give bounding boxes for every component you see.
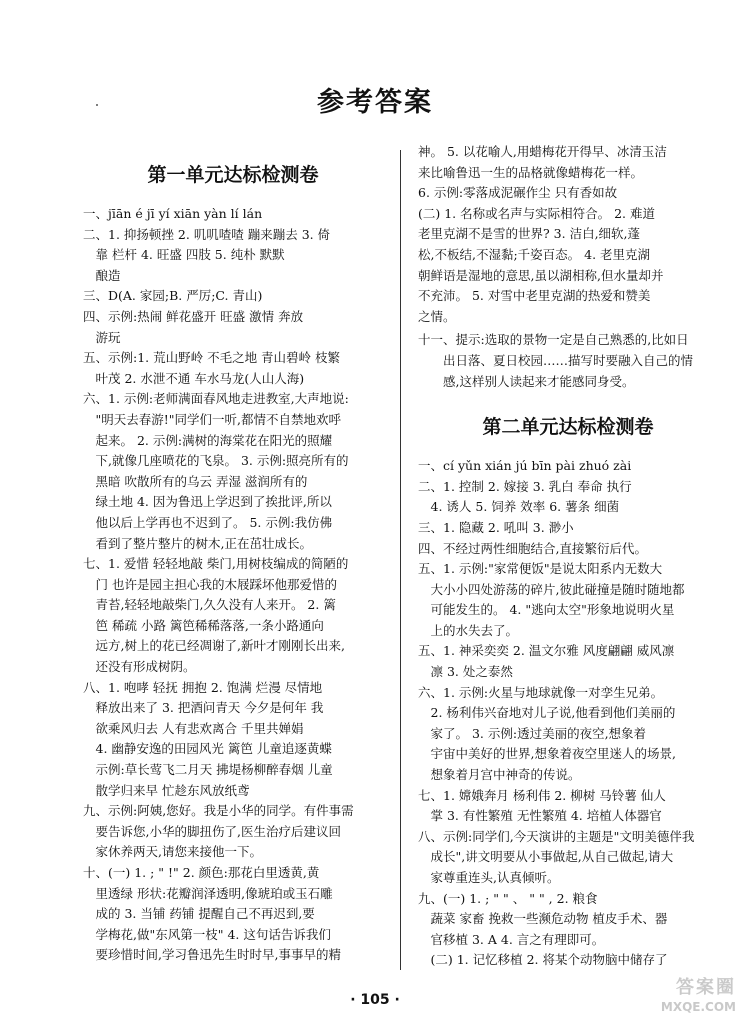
answer-line: 一、cí yǔn xián jú bīn pài zhuó zài xyxy=(418,458,632,474)
answer-line: 门 也许是园主担心我的木屐踩坏他那爱惜的 xyxy=(83,576,337,592)
answer-line: 靠 栏杆 4. 旺盛 四肢 5. 纯朴 默默 xyxy=(83,247,285,263)
answer-line: 八、1. 咆哮 轻抚 拥抱 2. 饱满 烂漫 尽情地 xyxy=(83,679,323,695)
answer-line: 一、jīān é jī yí xiān yàn lí lán xyxy=(83,206,263,221)
answer-line: 四、不经过两性细胞结合,直接繁衍后代。 xyxy=(418,540,647,556)
page-title: 参考答案 xyxy=(317,87,433,118)
answer-line: 之情。 xyxy=(418,308,456,324)
left-answer-lines xyxy=(83,204,383,966)
section-title-unit-1: 第一单元达标检测卷 xyxy=(147,164,319,186)
answer-line: 三、D(A. 家园;B. 严厉;C. 青山) xyxy=(83,288,263,304)
answer-line: 要告诉您,小华的脚扭伤了,医生治疗后建议回 xyxy=(83,823,341,839)
answer-line: (二) 1. 记忆移植 2. 将某个动物脑中储存了 xyxy=(418,952,668,968)
answer-line: 家休养两天,请您来接他一下。 xyxy=(83,844,262,860)
answer-line: 欲乘风归去 人有悲欢离合 千里共婵娟 xyxy=(83,720,304,736)
answer-line: 散学归来早 忙趁东风放纸鸢 xyxy=(83,782,250,798)
answer-line: 绿土地 4. 因为鲁迅上学迟到了挨批评,所以 xyxy=(83,494,332,510)
answer-line: 九、示例:阿姨,您好。我是小华的同学。有件事需 xyxy=(83,803,354,819)
answer-line: 神。 5. 以花喻人,用蜡梅花开得早、冰清玉洁 xyxy=(418,144,667,159)
answer-line: 二、1. 抑扬顿挫 2. 叽叽喳喳 蹦来蹦去 3. 倚 xyxy=(83,226,331,242)
answer-line: 起来。 2. 示例:满树的海棠花在阳光的照耀 xyxy=(83,432,333,448)
answer-line: 2. 杨利伟兴奋地对儿子说,他看到他们美丽的 xyxy=(418,705,676,721)
answer-line: 四、示例:热闹 鲜花盛开 旺盛 激情 奔放 xyxy=(83,308,304,324)
answer-line: 远方,树上的花已经凋谢了,新叶才刚刚长出来, xyxy=(83,638,345,654)
answer-line: 三、1. 隐藏 2. 吼叫 3. 渺小 xyxy=(418,519,574,535)
answer-line: 笆 稀疏 小路 篱笆稀稀落落,一条小路通向 xyxy=(83,617,324,633)
answer-line: 要珍惜时间,学习鲁迅先生时时早,事事早的精 xyxy=(83,947,341,963)
answer-line: 凛 3. 处之泰然 xyxy=(418,664,513,680)
answer-line: 释放出来了 3. 把酒问青天 今夕是何年 我 xyxy=(83,700,324,716)
answer-line: 感,这样别人读起来才能感同身受。 xyxy=(418,373,635,389)
answer-line: 下,就像几座喷花的飞泉。 3. 示例:照亮所有的 xyxy=(83,453,349,469)
answer-line: 蔬菜 家畜 挽救一些濒危动物 植皮手术、器 xyxy=(418,911,668,927)
item-11-lines xyxy=(418,330,718,392)
right-column xyxy=(418,142,718,971)
answer-line: 家尊重连头,认真倾听。 xyxy=(418,870,560,885)
answer-line: 大小小四处游荡的碎片,彼此碰撞是随时随地都 xyxy=(418,581,685,597)
answer-line: 4. 诱人 5. 饲养 效率 6. 薯条 细菌 xyxy=(418,499,620,515)
left-column xyxy=(83,142,383,966)
answer-line: 五、1. 示例:"家常便饭"是说太阳系内无数大 xyxy=(418,561,663,577)
right-continued-lines xyxy=(418,142,718,327)
answer-line: 五、示例:1. 荒山野岭 不毛之地 青山碧岭 枝繁 xyxy=(83,350,341,366)
answer-line: 4. 幽静安逸的田园风光 篱笆 儿童追逐黄蝶 xyxy=(83,741,332,757)
answer-line: 6. 示例:零落成泥碾作尘 只有香如故 xyxy=(418,185,618,201)
right-answer-lines xyxy=(418,456,718,971)
answer-line: 朝鲜语是湿地的意思,虽以湖相称,但水量却并 xyxy=(418,267,664,283)
section-title-unit-2: 第二单元达标检测卷 xyxy=(482,416,654,439)
answer-line: 上的水失去了。 xyxy=(418,622,519,638)
answer-line: 看到了整片整片的树木,正在茁壮成长。 xyxy=(83,535,312,551)
answer-line: 七、1. 嫦娥奔月 杨利伟 2. 柳树 马铃薯 仙人 xyxy=(418,787,666,803)
answer-line: "明天去春游!"同学们一听,都情不自禁地欢呼 xyxy=(83,411,341,427)
column-divider xyxy=(400,150,401,970)
answer-line: 里透绿 形状:花瓣润泽透明,像琥珀或玉石雕 xyxy=(83,885,333,901)
answer-line: 来比喻鲁迅一生的品格就像蜡梅花一样。 xyxy=(418,164,644,180)
answer-line: 六、1. 示例:火星与地球就像一对孪生兄弟。 xyxy=(418,684,664,700)
answer-line: 酿造 xyxy=(83,267,121,283)
answer-line: 出日落、夏日校园……描写时要融入自己的情 xyxy=(418,352,694,368)
answer-line: 叶茂 2. 水泄不通 车水马龙(人山人海) xyxy=(83,370,305,386)
answer-line: 六、1. 示例:老师满面春风地走进教室,大声地说: xyxy=(83,391,349,407)
answer-line: 五、1. 神采奕奕 2. 温文尔雅 风度翩翩 威风凛 xyxy=(418,643,675,659)
answer-line: 官移植 3. A 4. 言之有理即可。 xyxy=(418,931,605,947)
answer-line: 松,不板结,不湿黏;千姿百态。 4. 老里克湖 xyxy=(418,246,651,262)
answer-line: 八、示例:同学们,今天演讲的主题是"文明美德伴我 xyxy=(418,828,695,844)
answer-line: 可能发生的。 4. "逃向太空"形象地说明火星 xyxy=(418,602,675,618)
answer-line: 成的 3. 当铺 药铺 提醒自己不再迟到,要 xyxy=(83,906,315,922)
answer-line: 九、(一) 1. ; " " 、 " " , 2. 粮食 xyxy=(418,890,598,906)
answer-line: 还没有形成树阴。 xyxy=(83,659,196,675)
answer-line: 青苔,轻轻地敲柴门,久久没有人来开。 2. 篱 xyxy=(83,597,336,613)
answer-line: 老里克湖不是雪的世界? 3. 洁白,细软,蓬 xyxy=(418,226,641,242)
answer-line: 游玩 xyxy=(83,329,121,345)
answer-line: 二、1. 控制 2. 嫁接 3. 乳白 奉命 执行 xyxy=(418,478,632,494)
answer-line: 示例:草长莺飞二月天 拂堤杨柳醉春烟 儿童 xyxy=(83,762,333,778)
answer-line: 学梅花,做"东风第一枝" 4. 这句话告诉我们 xyxy=(83,926,331,942)
answer-line: 宇宙中美好的世界,想象着夜空里迷人的场景, xyxy=(418,746,676,762)
answer-line: (二) 1. 名称或名声与实际相符合。 2. 难道 xyxy=(418,205,656,221)
answer-line: 家了。 3. 示例:透过美丽的夜空,想象着 xyxy=(418,725,647,741)
page-number: · 105 · xyxy=(350,992,400,1008)
answer-line: 不充沛。 5. 对雪中老里克湖的热爱和赞美 xyxy=(418,288,651,304)
answer-line: 七、1. 爱惜 轻轻地敲 柴门,用树枝编成的简陋的 xyxy=(83,556,349,572)
answer-line: 掌 3. 有性繁殖 无性繁殖 4. 培植人体器官 xyxy=(418,808,662,824)
answer-line: 成长",讲文明要从小事做起,从自己做起,请大 xyxy=(418,849,674,865)
answer-line: 十一、提示:选取的景物一定是自己熟悉的,比如日 xyxy=(418,332,689,348)
answer-line: 黑暗 吹散所有的乌云 弄湿 滋润所有的 xyxy=(83,473,308,489)
answer-line: 他以后上学再也不迟到了。 5. 示例:我仿佛 xyxy=(83,514,333,530)
answer-line: 十、(一) 1. ; " !" 2. 颜色:那花白里透黄,黄 xyxy=(83,865,320,880)
watermark-logo: 答案圈 MXQE.COM xyxy=(660,977,736,1014)
answer-line: 想象着月宫中神奇的传说。 xyxy=(418,767,581,783)
